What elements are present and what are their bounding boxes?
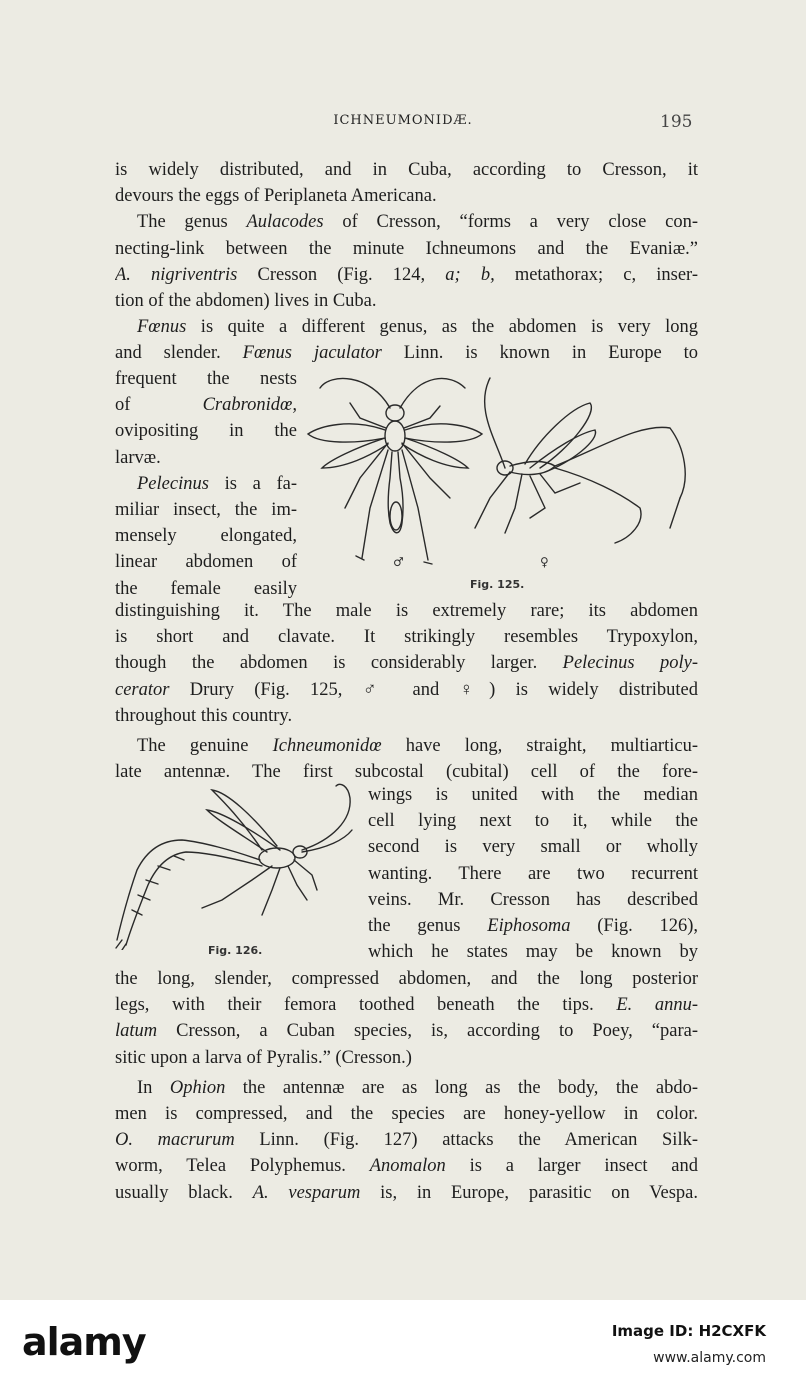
text-line: O. macrurum Linn. (Fig. 127) attacks the American Silk- xyxy=(115,1130,698,1151)
stock-url-label: www.alamy.com xyxy=(653,1350,766,1366)
text-line: Pelecinus is a fa- xyxy=(137,473,297,494)
text-block-middle xyxy=(115,598,698,785)
text-line: In Ophion the antennæ are as long as the body, the abdo- xyxy=(137,1077,698,1098)
text-line: which he states may be known by xyxy=(368,942,698,963)
text-line: worm, Telea Polyphemus. Anomalon is a larger insect and xyxy=(115,1156,698,1177)
text-line: wanting. There are two recurrent xyxy=(368,863,698,884)
text-line: wings is united with the median xyxy=(368,785,698,805)
text-line: of Crabronidœ, xyxy=(115,395,297,416)
text-line: The genus Aulacodes of Cresson, “forms a very close con- xyxy=(137,212,698,233)
text-line: the long, slender, compressed abdomen, and the long posterior xyxy=(115,969,698,989)
text-line: miliar insect, the im- xyxy=(115,499,297,520)
text-block-fig126-right xyxy=(368,782,698,965)
text-line: is short and clavate. It strikingly resembles Trypoxylon, xyxy=(115,627,698,648)
text-block-bottom xyxy=(115,966,698,1206)
text-line: late antennæ. The first subcostal (cubital) cell of the fore- xyxy=(115,762,698,783)
fig-125-pelecinus-illustration xyxy=(300,368,700,574)
page-number: 195 xyxy=(660,112,693,132)
text-line: men is compressed, and the species are honey-yellow in color. xyxy=(115,1103,698,1124)
fig-126-caption: Fig. 126. xyxy=(208,944,263,957)
text-line: devours the eggs of Periplaneta Americana. xyxy=(115,186,437,207)
fig-126-eiphosoma-illustration xyxy=(112,780,362,950)
text-line: sitic upon a larva of Pyralis.” (Cresson.) xyxy=(115,1047,412,1068)
text-line: and slender. Fœnus jaculator Linn. is known in Europe to xyxy=(115,343,698,364)
text-line: mensely elongated, xyxy=(115,526,297,547)
text-line: the female easily xyxy=(115,578,297,599)
stock-footer-bar xyxy=(0,1300,806,1390)
text-line: though the abdomen is considerably larger. Pelecinus poly- xyxy=(115,653,698,674)
fig-125-caption: Fig. 125. xyxy=(470,578,525,591)
image-id-label: Image ID: H2CXFK xyxy=(611,1322,766,1340)
text-line: cell lying next to it, while the xyxy=(368,811,698,832)
text-line: Fœnus is quite a different genus, as the abdomen is very long xyxy=(137,317,698,338)
text-line: usually black. A. vesparum is, in Europe, parasitic on Vespa. xyxy=(115,1182,698,1203)
text-block-top xyxy=(115,157,698,367)
text-line: throughout this country. xyxy=(115,705,293,726)
text-line: the genus Eiphosoma (Fig. 126), xyxy=(368,915,698,936)
text-line: necting-link between the minute Ichneumons and the Evaniæ.” xyxy=(115,238,698,259)
text-line: distinguishing it. The male is extremely rare; its abdomen xyxy=(115,601,698,621)
text-line: tion of the abdomen) lives in Cuba. xyxy=(115,290,377,311)
text-block-fig125-left xyxy=(115,366,297,602)
text-line: second is very small or wholly xyxy=(368,837,698,858)
female-symbol: ♀ xyxy=(540,555,549,569)
text-line: larvæ. xyxy=(115,447,161,468)
text-line: The genuine Ichneumonidœ have long, straight, multiarticu- xyxy=(137,735,698,756)
text-line: A. nigriventris Cresson (Fig. 124, a; b, metathorax; c, inser- xyxy=(115,264,698,285)
text-line: legs, with their femora toothed beneath the tips. E. annu- xyxy=(115,995,698,1016)
text-line: cerator Drury (Fig. 125, ♂ and ♀) is widely distributed xyxy=(115,679,698,700)
text-line: linear abdomen of xyxy=(115,552,297,573)
text-line: latum Cresson, a Cuban species, is, according to Poey, “para- xyxy=(115,1021,698,1042)
male-symbol: ♂ xyxy=(393,555,404,569)
text-line: veins. Mr. Cresson has described xyxy=(368,889,698,910)
alamy-logo: alamy xyxy=(22,1320,146,1364)
text-line: frequent the nests xyxy=(115,369,297,389)
running-head: ICHNEUMONIDÆ. xyxy=(333,113,473,128)
text-line: ovipositing in the xyxy=(115,421,297,442)
text-line: is widely distributed, and in Cuba, according to Cresson, it xyxy=(115,160,698,180)
